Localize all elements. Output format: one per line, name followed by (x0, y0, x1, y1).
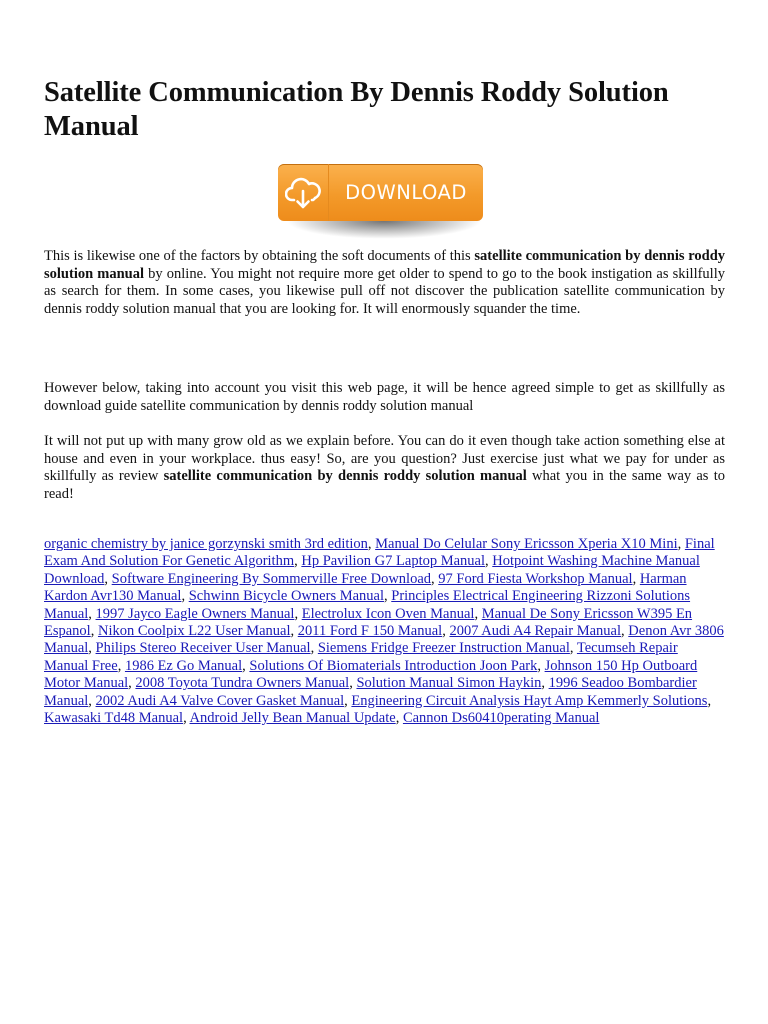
related-link[interactable]: Electrolux Icon Oven Manual (301, 605, 475, 622)
bold-keyword: satellite communication by dennis roddy solution manual (44, 248, 726, 282)
paragraph-text: However below, taking into account you visit this web page, it will be hence agreed simple to get as skillfully as download guide satellite communication by dennis roddy solution manual (44, 380, 725, 414)
link-separator: , (677, 536, 685, 552)
related-link[interactable]: 2002 Audi A4 Valve Cover Gasket Manual (95, 692, 345, 709)
link-separator: , (90, 623, 98, 640)
related-link[interactable]: 1986 Ez Go Manual (124, 657, 243, 674)
link-separator: , (621, 623, 629, 640)
related-link[interactable]: Philips Stereo Receiver User Manual (95, 640, 311, 657)
related-link[interactable]: Cannon Ds60410perating Manual (402, 710, 600, 727)
download-button-shadow (286, 221, 482, 239)
related-link[interactable]: Manual De Sony Ericsson W395 En Espanol (44, 605, 693, 640)
intro-paragraph (44, 248, 725, 318)
related-link[interactable]: Siemens Fridge Freezer Instruction Manual (317, 640, 570, 657)
related-link[interactable]: Final Exam And Solution For Genetic Algorithm (44, 536, 715, 570)
link-separator: , (88, 640, 96, 657)
related-link[interactable]: Johnson 150 Hp Outboard Motor Manual (44, 657, 698, 692)
download-button-wrap[interactable] (278, 164, 494, 240)
link-separator: , (290, 623, 298, 640)
link-separator: , (344, 692, 352, 709)
related-link[interactable]: 2011 Ford F 150 Manual (297, 623, 443, 640)
related-link[interactable]: Kawasaki Td48 Manual (44, 710, 184, 727)
third-paragraph (44, 433, 725, 503)
related-link[interactable]: Engineering Circuit Analysis Hayt Amp Kemmerly Solutions (351, 692, 708, 709)
download-button[interactable] (278, 164, 483, 221)
related-link[interactable]: Principles Electrical Engineering Rizzoni Solutions Manual (44, 588, 691, 622)
link-separator: , (541, 675, 549, 692)
related-link[interactable]: Tecumseh Repair Manual Free (44, 640, 678, 674)
link-separator: , (537, 657, 545, 674)
paragraph-text: by online. You might not require more get older to spend to go to the book instigation as skillfully as search for them. In some cases, you likewise pull off not discover the publication satellite communication by dennis roddy solution manual that you are looking for. It will enormously squander the time. (44, 265, 725, 317)
related-link[interactable]: Manual Do Celular Sony Ericsson Xperia X10 Mini (375, 536, 678, 552)
related-link[interactable]: Hotpoint Washing Machine Manual Download (44, 553, 700, 587)
page-title: Satellite Communication By Dennis Roddy Solution Manual (44, 77, 669, 142)
link-separator: , (395, 710, 403, 727)
link-separator: , (367, 536, 376, 552)
paragraph-text: what you in the same way as to read! (44, 468, 725, 502)
link-separator: , (707, 692, 712, 709)
link-separator: , (485, 553, 493, 570)
paragraph-text: It will not put up with many grow old as we explain before. You can do it even though take action something else at house and even in your workplace. thus easy! So, are you question? Just exercise just what we pay for under as skillfully as review (44, 433, 725, 484)
link-separator: , (104, 570, 112, 587)
second-paragraph (44, 380, 725, 415)
link-separator: , (294, 605, 302, 622)
link-separator: , (242, 657, 250, 674)
link-separator: , (117, 657, 125, 674)
link-separator: , (349, 675, 357, 692)
related-link[interactable]: Software Engineering By Sommerville Free Download (111, 570, 432, 587)
related-link[interactable]: 2007 Audi A4 Repair Manual (449, 623, 622, 640)
related-link[interactable]: 1997 Jayco Eagle Owners Manual (95, 605, 295, 622)
link-separator: , (310, 640, 318, 657)
link-separator: , (384, 588, 392, 605)
link-separator: , (632, 570, 640, 587)
related-link[interactable]: Solutions Of Biomaterials Introduction Joon Park (249, 657, 538, 674)
link-separator: , (183, 710, 190, 727)
related-link[interactable]: Nikon Coolpix L22 User Manual (97, 623, 291, 640)
related-link[interactable]: 97 Ford Fiesta Workshop Manual (438, 570, 633, 587)
link-separator: , (181, 588, 189, 605)
link-separator: , (88, 692, 96, 709)
document-page (44, 76, 726, 727)
link-separator: , (474, 605, 482, 622)
related-link[interactable]: Harman Kardon Avr130 Manual (44, 570, 687, 605)
related-links (44, 536, 725, 727)
paragraph-text: This is likewise one of the factors by obtaining the soft documents of this (44, 248, 475, 264)
related-link[interactable]: Android Jelly Bean Manual Update (189, 710, 396, 727)
link-separator: , (88, 605, 96, 622)
related-link[interactable]: Hp Pavilion G7 Laptop Manual (301, 553, 486, 570)
related-link[interactable]: Schwinn Bicycle Owners Manual (188, 588, 385, 605)
related-link[interactable]: 2008 Toyota Tundra Owners Manual (135, 675, 350, 692)
related-link[interactable]: organic chemistry by janice gorzynski smith 3rd edition (44, 536, 368, 552)
link-separator: , (569, 640, 577, 657)
related-link[interactable]: Solution Manual Simon Haykin (356, 675, 542, 692)
bold-keyword: satellite communication by dennis roddy solution manual (163, 468, 527, 484)
related-link[interactable]: Denon Avr 3806 Manual (44, 623, 724, 657)
link-separator: , (442, 623, 450, 640)
related-link[interactable]: 1996 Seadoo Bombardier Manual (44, 675, 697, 709)
cloud-download-icon (278, 164, 329, 221)
link-separator: , (128, 675, 136, 692)
link-separator: , (294, 553, 302, 570)
link-separator: , (431, 570, 439, 587)
download-label: DOWNLOAD (345, 181, 467, 204)
